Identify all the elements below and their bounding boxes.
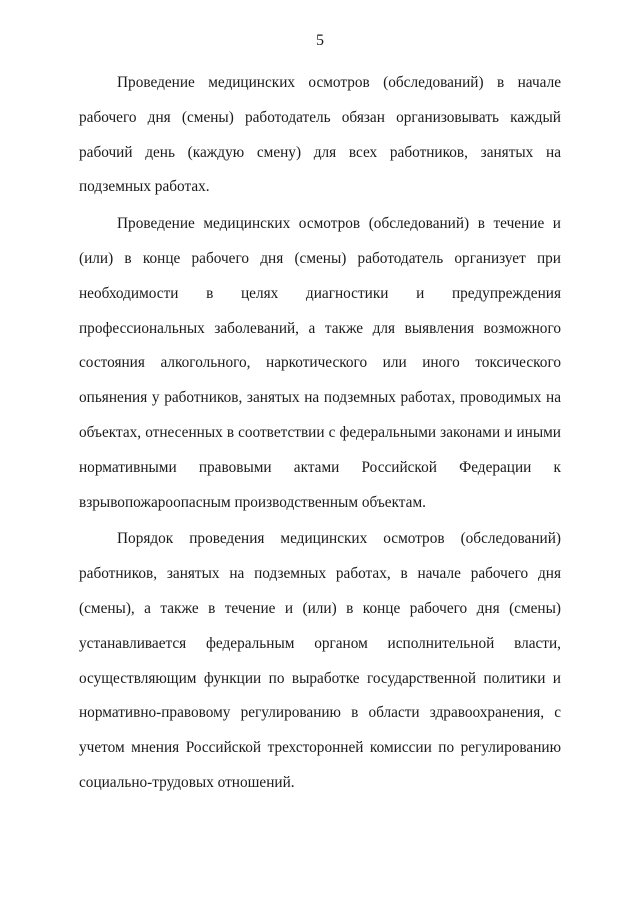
paragraph-morning-exams: Проведение медицинских осмотров (обследований) в начале рабочего дня (смены) работодатель обязан организовывать каждый рабочий день (каждую смену) для всех работников, занятых на подземных работах. [79, 74, 561, 196]
page-number: 5 [316, 32, 324, 49]
document-body [79, 66, 561, 801]
paragraph-exam-procedure: Порядок проведения медицинских осмотров (обследований) работников, занятых на подземных работах, в начале рабочего дня (смены), а также в течение и (или) в конце рабочего дня (смены) устанавливается федеральным органом исполнительной власти, осуществляющим функции по выработке государственной политики и нормативно-правовому регулированию в области здравоохранения, с учетом мнения Российской трехсторонней комиссии по регулированию социально-трудовых отношений. [79, 530, 561, 791]
paragraph-during-shift-exams: Проведение медицинских осмотров (обследований) в течение и (или) в конце рабочего дня (смены) работодатель организует при необходимости в целях диагностики и предупреждения профессиональных заболеваний, а также для выявления возможного состояния алкогольного, наркотического или иного токсического опьянения у работников, занятых на подземных работах, проводимых на объектах, отнесенных в соответствии с федеральными законами и иными нормативными правовыми актами Российской Федерации к взрывопожароопасным производственным объектам. [79, 215, 561, 511]
